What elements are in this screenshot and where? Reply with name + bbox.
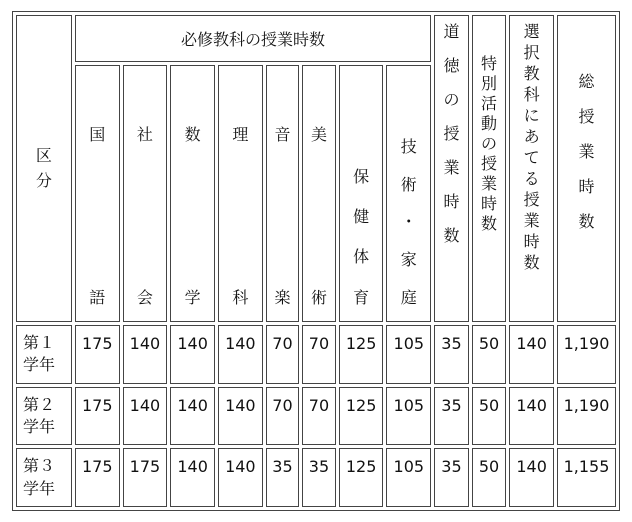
class-hours-table (12, 11, 620, 511)
table-cell: 140 (123, 387, 168, 446)
required-subjects-header: 必修教科の授業時数 (75, 15, 431, 62)
subject-char: 楽 (274, 287, 291, 307)
subject-header-shakai (123, 65, 168, 322)
table-cell: 125 (339, 325, 384, 384)
subject-header-sugaku (170, 65, 215, 322)
table-cell: 140 (170, 325, 215, 384)
table-cell: 175 (123, 448, 168, 507)
sentaku-char: 授 (523, 190, 540, 209)
subject-char: 体 (353, 247, 370, 267)
subject-header-kokugo (75, 65, 120, 322)
table-cell: 35 (434, 325, 469, 384)
subject-char: 技 (400, 136, 417, 156)
doutoku-char: 数 (443, 226, 460, 245)
table-cell: 35 (302, 448, 336, 507)
doutoku-char: 徳 (443, 56, 460, 75)
tokkatsu-char: 時 (480, 194, 497, 213)
row-label (16, 325, 72, 384)
table-cell: 70 (266, 387, 300, 446)
subject-char: 学 (184, 287, 201, 307)
sentaku-char: る (523, 169, 540, 188)
table-cell: 175 (75, 387, 120, 446)
tokkatsu-char: 数 (480, 214, 497, 233)
subject-char: 保 (353, 166, 370, 186)
table-cell: 35 (266, 448, 300, 507)
row-label-line: 第１ (23, 333, 56, 353)
tokkatsu-char: 特 (480, 54, 497, 73)
subject-header-bijutsu (302, 65, 336, 322)
total-char: 総 (578, 72, 595, 91)
table-cell: 105 (386, 448, 431, 507)
sentaku-char: 科 (523, 85, 540, 104)
table-cell: 70 (302, 325, 336, 384)
doutoku-char: 道 (443, 22, 460, 41)
sentaku-char: 選 (523, 22, 540, 41)
row-label-line: 第２ (23, 394, 56, 414)
subject-char: 術 (400, 174, 417, 194)
table-cell: 1,155 (557, 448, 616, 507)
table-cell: 140 (218, 448, 263, 507)
total-char: 授 (578, 107, 595, 126)
table-cell: 105 (386, 387, 431, 446)
row-label (16, 448, 72, 507)
kubun-header (16, 15, 72, 322)
total-char: 業 (578, 142, 595, 161)
table-cell: 140 (509, 448, 554, 507)
subject-char: 語 (89, 287, 106, 307)
row-label-line: 学年 (23, 478, 56, 498)
table-cell: 140 (509, 325, 554, 384)
subject-header-rika (218, 65, 263, 322)
subject-char: 会 (136, 287, 153, 307)
kubun-char-2: 分 (35, 171, 52, 191)
subject-char: 術 (310, 287, 327, 307)
sentaku-char: に (523, 106, 540, 125)
doutoku-char: 時 (443, 192, 460, 211)
table-row (16, 448, 616, 507)
row-label-line: 学年 (23, 355, 56, 375)
table-cell: 140 (170, 387, 215, 446)
sentaku-char: 時 (523, 232, 540, 251)
table-cell: 70 (266, 325, 300, 384)
subject-char: 美 (310, 124, 327, 144)
table-cell: 175 (75, 448, 120, 507)
row-label-line: 学年 (23, 417, 56, 437)
total-header (557, 15, 616, 322)
table-cell: 35 (434, 448, 469, 507)
sentaku-char: 業 (523, 211, 540, 230)
doutoku-char: の (443, 90, 460, 109)
subject-char: 育 (353, 287, 370, 307)
tokkatsu-char: 業 (480, 174, 497, 193)
row-label (16, 387, 72, 446)
sentaku-char: 教 (523, 64, 540, 83)
table-cell: 35 (434, 387, 469, 446)
table-cell: 50 (472, 325, 507, 384)
doutoku-char: 業 (443, 158, 460, 177)
subject-header-hoken (339, 65, 384, 322)
kubun-char-1: 区 (35, 146, 52, 166)
tokkatsu-char: 別 (480, 74, 497, 93)
sentaku-char: 数 (523, 253, 540, 272)
table-cell: 1,190 (557, 387, 616, 446)
subject-char: 庭 (400, 287, 417, 307)
table-cell: 50 (472, 448, 507, 507)
table-cell: 140 (218, 387, 263, 446)
tokkatsu-header (472, 15, 507, 322)
table-cell: 105 (386, 325, 431, 384)
header-row-1 (16, 15, 616, 62)
subject-header-ongaku (266, 65, 300, 322)
subject-char: 国 (89, 124, 106, 144)
table-cell: 125 (339, 448, 384, 507)
doutoku-char: 授 (443, 124, 460, 143)
tokkatsu-char: 動 (480, 114, 497, 133)
table-row (16, 387, 616, 446)
table-cell: 140 (170, 448, 215, 507)
subject-char: 音 (274, 124, 291, 144)
sentaku-char: あ (523, 127, 540, 146)
row-label-line: 第３ (23, 456, 56, 476)
total-char: 数 (578, 212, 595, 231)
subject-header-gijutsu (386, 65, 431, 322)
tokkatsu-char: の (480, 134, 497, 153)
table-cell: 50 (472, 387, 507, 446)
subject-char: 家 (400, 250, 417, 270)
subject-char: 数 (184, 124, 201, 144)
table-cell: 140 (123, 325, 168, 384)
table-cell: 1,190 (557, 325, 616, 384)
table-cell: 140 (218, 325, 263, 384)
subject-char: 科 (232, 287, 249, 307)
tokkatsu-char: 活 (480, 94, 497, 113)
table-cell: 70 (302, 387, 336, 446)
subject-char: 社 (136, 124, 153, 144)
tokkatsu-char: 授 (480, 154, 497, 173)
doutoku-header (434, 15, 469, 322)
total-char: 時 (578, 177, 595, 196)
table-cell: 175 (75, 325, 120, 384)
subject-char: 理 (232, 124, 249, 144)
sentaku-header (509, 15, 554, 322)
subject-char: ・ (400, 212, 417, 232)
table-cell: 125 (339, 387, 384, 446)
sentaku-char: て (523, 148, 540, 167)
sentaku-char: 択 (523, 43, 540, 62)
table-row (16, 325, 616, 384)
subject-char: 健 (353, 207, 370, 227)
table-cell: 140 (509, 387, 554, 446)
